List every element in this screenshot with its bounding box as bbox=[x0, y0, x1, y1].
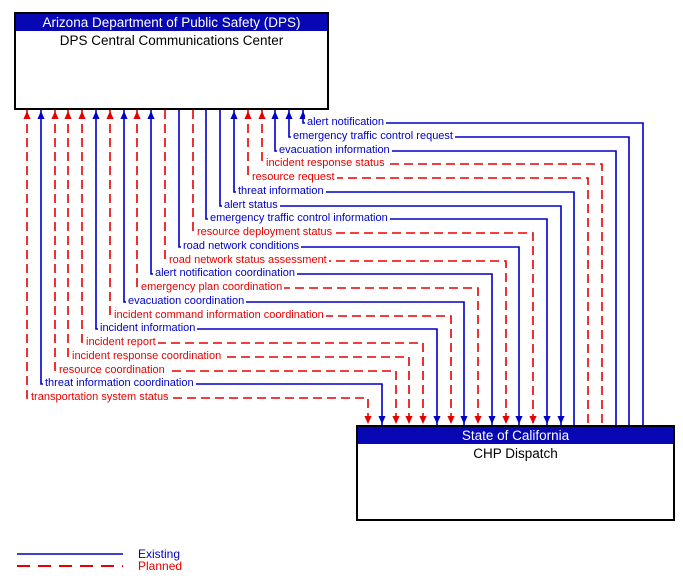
flow-label: incident command information coordination bbox=[114, 309, 324, 321]
source-entity-box[interactable] bbox=[14, 12, 329, 110]
flow-label: threat information bbox=[238, 185, 324, 197]
flow-arrowhead-icon bbox=[230, 111, 237, 119]
legend bbox=[16, 548, 182, 572]
planned-line-sample-icon bbox=[16, 561, 124, 571]
flow-arrowhead-icon bbox=[364, 416, 371, 424]
flow-arrowhead-icon bbox=[147, 111, 154, 119]
flow-arrowhead-icon bbox=[106, 111, 113, 119]
flow-arrowhead-icon bbox=[244, 111, 251, 119]
flow-label: resource request bbox=[252, 171, 335, 183]
legend-row-planned bbox=[16, 560, 182, 572]
dest-entity-header: State of California bbox=[358, 427, 673, 444]
flow-arrowhead-icon bbox=[258, 111, 265, 119]
flow-label: alert status bbox=[224, 199, 278, 211]
flow-arrowhead-icon bbox=[488, 416, 495, 424]
flow-arrowhead-icon bbox=[271, 111, 278, 119]
flow-arrowhead-icon bbox=[285, 111, 292, 119]
flow-arrowhead-icon bbox=[392, 416, 399, 424]
flow-label: incident report bbox=[86, 336, 156, 348]
flow-label: evacuation coordination bbox=[128, 295, 245, 307]
flow-label: road network status assessment bbox=[169, 254, 327, 266]
flow-arrowhead-icon bbox=[405, 416, 412, 424]
source-entity-name: DPS Central Communications Center bbox=[59, 33, 284, 48]
dest-entity-box[interactable] bbox=[356, 425, 675, 521]
flow-label: road network conditions bbox=[183, 240, 300, 252]
flow-label: emergency traffic control request bbox=[293, 130, 453, 142]
flow-arrowhead-icon bbox=[543, 416, 550, 424]
flow-arrowhead-icon bbox=[378, 416, 385, 424]
flow-arrowhead-icon bbox=[557, 416, 564, 424]
flow-arrowhead-icon bbox=[419, 416, 426, 424]
flow-arrowhead-icon bbox=[474, 416, 481, 424]
flow-arrowhead-icon bbox=[433, 416, 440, 424]
flow-label: incident response coordination bbox=[72, 350, 222, 362]
legend-label-existing: Existing bbox=[138, 547, 181, 561]
flow-label: emergency plan coordination bbox=[141, 281, 283, 293]
flow-label: alert notification coordination bbox=[155, 267, 296, 279]
flow-arrowhead-icon bbox=[64, 111, 71, 119]
flow-arrowhead-icon bbox=[447, 416, 454, 424]
dest-entity-name: CHP Dispatch bbox=[473, 446, 558, 461]
flow-arrowhead-icon bbox=[51, 111, 58, 119]
existing-line-sample-icon bbox=[16, 549, 124, 559]
flow-label: transportation system status bbox=[31, 391, 169, 403]
flow-arrowhead-icon bbox=[92, 111, 99, 119]
flow-label: resource coordination bbox=[59, 364, 165, 376]
legend-label-planned: Planned bbox=[138, 559, 183, 573]
flow-label: resource deployment status bbox=[197, 226, 333, 238]
flow-label: evacuation information bbox=[279, 144, 390, 156]
flow-arrowhead-icon bbox=[23, 111, 30, 119]
flow-label: threat information coordination bbox=[45, 377, 194, 389]
source-entity-header: Arizona Department of Public Safety (DPS) bbox=[16, 14, 327, 31]
flow-arrowhead-icon bbox=[502, 416, 509, 424]
flow-arrowhead-icon bbox=[37, 111, 44, 119]
flow-arrowhead-icon bbox=[133, 111, 140, 119]
flow-label: incident response status bbox=[266, 157, 385, 169]
flow-arrowhead-icon bbox=[515, 416, 522, 424]
flow-label: alert notification bbox=[307, 116, 385, 128]
flow-arrowhead-icon bbox=[460, 416, 467, 424]
flow-arrowhead-icon bbox=[120, 111, 127, 119]
flow-arrowhead-icon bbox=[529, 416, 536, 424]
flow-label: incident information bbox=[100, 322, 196, 334]
flow-arrowhead-icon bbox=[78, 111, 85, 119]
flow-label: emergency traffic control information bbox=[210, 212, 388, 224]
